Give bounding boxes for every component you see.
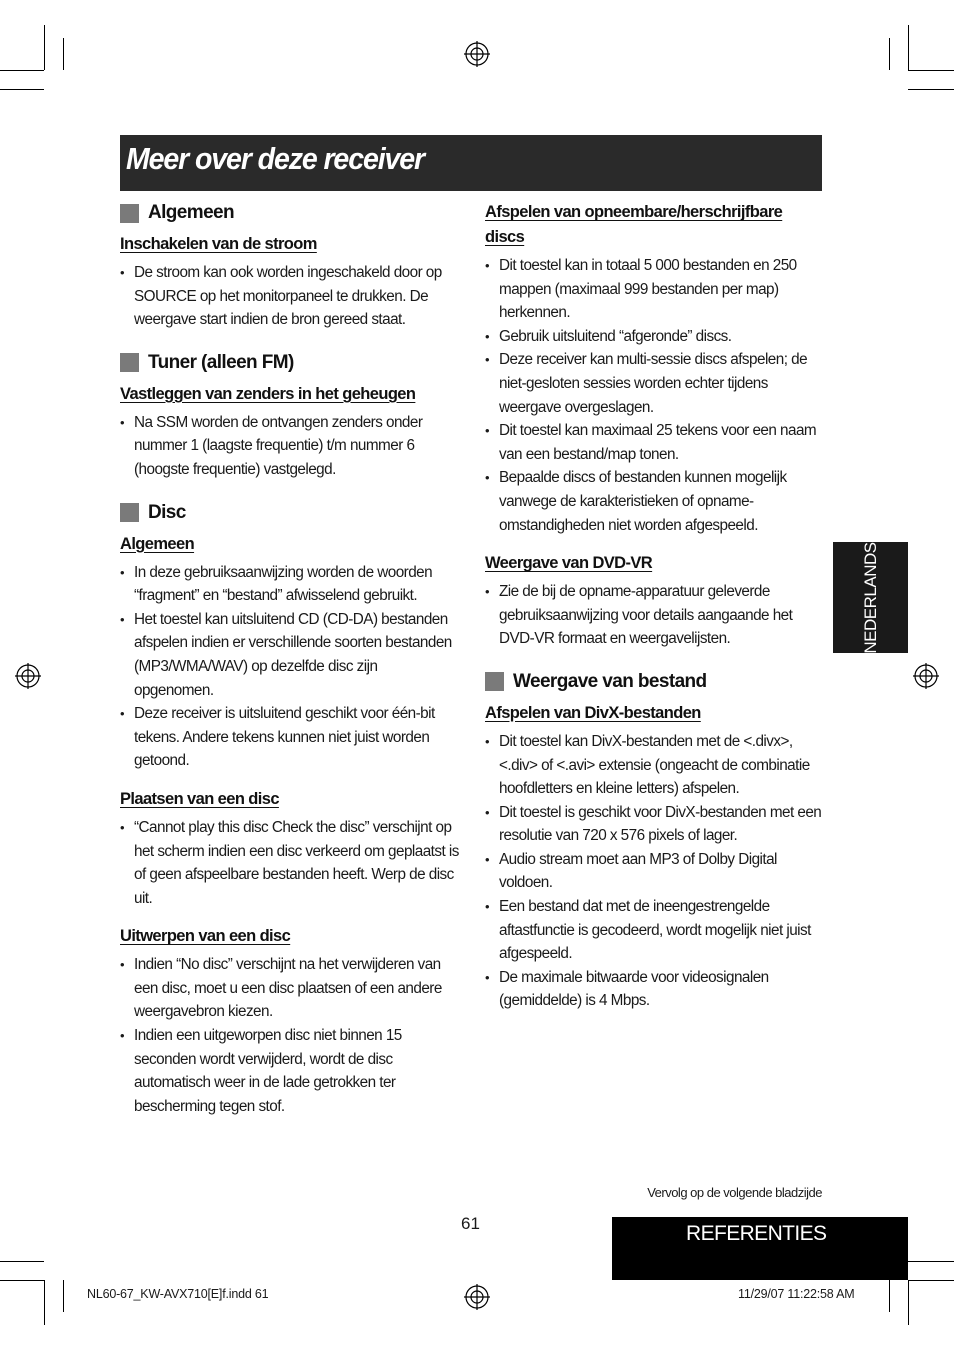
bullet-list <box>120 953 460 1118</box>
crop-mark <box>889 38 890 70</box>
section-square-icon <box>485 672 504 691</box>
bullet-list <box>120 411 460 482</box>
crop-mark <box>0 1280 44 1281</box>
right-column <box>485 200 825 1013</box>
bullet-list <box>485 254 825 537</box>
print-slug-date: 11/29/07 11:22:58 AM <box>738 1287 855 1301</box>
crop-mark <box>63 1280 64 1312</box>
list-item: • De maximale bitwaarde voor videosignalen (gemiddelde) is 4 Mbps. <box>485 966 825 1013</box>
subheading-plaatsen: Plaatsen van een disc <box>120 789 279 808</box>
crop-mark <box>0 1261 44 1262</box>
subheading-stroom: Inschakelen van de stroom <box>120 235 317 253</box>
section-heading-disc: Disc <box>120 500 460 526</box>
registration-mark-icon <box>464 41 490 67</box>
bullet-list <box>485 730 825 1013</box>
page-number: 61 <box>461 1214 480 1233</box>
list-item: • Indien “No disc” verschijnt na het verwijderen van een disc, moet u een disc plaatsen of een andere weergavebron kiezen. <box>120 953 460 1024</box>
list-item: • Het toestel kan uitsluitend CD (CD-DA) bestanden afspelen indien er verschillende soorten bestanden (MP3/WMA/WAV) op dezelfde disc zijn opgenomen. <box>120 608 460 702</box>
bullet-list <box>120 261 460 332</box>
crop-mark <box>44 25 45 70</box>
registration-mark-icon <box>913 663 939 689</box>
bullet-list <box>120 816 460 910</box>
subheading-opneembare: Afspelen van opneembare/herschrijfbare discs <box>485 203 783 246</box>
section-heading-algemeen: Algemeen <box>120 200 460 226</box>
subheading-dvd-vr: Weergave van DVD-VR <box>485 554 653 573</box>
crop-mark <box>908 89 954 90</box>
list-item: • Na SSM worden de ontvangen zenders onder nummer 1 (laagste frequentie) t/m nummer 6 (hoogste frequentie) vastgelegd. <box>120 411 460 482</box>
page-title: Meer over deze receiver <box>126 141 425 176</box>
registration-mark-icon <box>464 1284 490 1310</box>
list-item: • “Cannot play this disc Check the disc” verschijnt op het scherm indien een disc verkeerd om geplaatst is of geen afspeelbare bestanden heeft. Werp de disc uit. <box>120 816 460 910</box>
section-tab <box>612 1217 908 1280</box>
list-item: • Gebruik uitsluitend “afgeronde” discs. <box>485 325 825 349</box>
list-item: • In deze gebruiksaanwijzing worden de woorden “fragment” en “bestand” afwisselend gebruikt. <box>120 561 460 608</box>
section-square-icon <box>120 503 139 522</box>
crop-mark <box>0 89 44 90</box>
continue-note: Vervolg op de volgende bladzijde <box>647 1185 822 1200</box>
list-item: • Indien een uitgeworpen disc niet binnen 15 seconden wordt verwijderd, wordt de disc automatisch weer in de lade getrokken ter bescherming tegen stof. <box>120 1024 460 1118</box>
list-item: • Deze receiver is uitsluitend geschikt voor één-bit tekens. Andere tekens kunnen niet juist worden getoond. <box>120 702 460 773</box>
crop-mark <box>44 1280 45 1325</box>
bullet-list <box>120 561 460 773</box>
crop-mark <box>63 38 64 70</box>
section-tab-label: REFERENTIES <box>686 1222 827 1245</box>
section-square-icon <box>120 204 139 223</box>
section-heading-bestand: Weergave van bestand <box>485 669 825 695</box>
list-item: • Deze receiver kan multi-sessie discs afspelen; de niet-gesloten sessies worden echter tijdens weergave overgeslagen. <box>485 348 825 419</box>
crop-mark <box>908 25 909 70</box>
registration-mark-icon <box>15 663 41 689</box>
bullet-list <box>485 580 825 651</box>
list-item: • Een bestand dat met de ineengestrengelde aftastfunctie is gecodeerd, wordt mogelijk niet juist afgespeeld. <box>485 895 825 966</box>
list-item: • Dit toestel is geschikt voor DivX-bestanden met een resolutie van 720 x 576 pixels of lager. <box>485 801 825 848</box>
section-heading-tuner: Tuner (alleen FM) <box>120 350 460 376</box>
list-item: • Bepaalde discs of bestanden kunnen mogelijk vanwege de karakteristieken of opname-omstandigheden niet worden afgespeeld. <box>485 466 825 537</box>
crop-mark <box>908 1280 909 1325</box>
crop-mark <box>889 1280 890 1312</box>
list-item: • De stroom kan ook worden ingeschakeld door op SOURCE op het monitorpaneel te drukken. De weergave start indien de bron gereed staat. <box>120 261 460 332</box>
left-column <box>120 200 460 1118</box>
print-slug-file: NL60-67_KW-AVX710[E]f.indd 61 <box>87 1287 269 1301</box>
list-item: • Audio stream moet aan MP3 of Dolby Digital voldoen. <box>485 848 825 895</box>
language-tab-label: NEDERLANDS <box>860 541 880 654</box>
title-bar <box>120 135 822 191</box>
section-square-icon <box>120 353 139 372</box>
list-item: • Dit toestel kan in totaal 5 000 bestanden en 250 mappen (maximaal 999 bestanden per map) herkennen. <box>485 254 825 325</box>
subheading-divx: Afspelen van DivX-bestanden <box>485 703 701 722</box>
crop-mark <box>0 70 44 71</box>
crop-mark <box>908 70 954 71</box>
list-item: • Dit toestel kan DivX-bestanden met de <.divx>, <.div> of <.avi> extensie (ongeacht de combinatie hoofdletters en kleine letters) afspelen. <box>485 730 825 801</box>
subheading-disc-algemeen: Algemeen <box>120 534 195 553</box>
crop-mark <box>908 1280 954 1281</box>
crop-mark <box>908 1261 954 1262</box>
language-tab <box>833 542 908 653</box>
subheading-uitwerpen: Uitwerpen van een disc <box>120 927 291 946</box>
list-item: • Dit toestel kan maximaal 25 tekens voor een naam van een bestand/map tonen. <box>485 419 825 466</box>
subheading-zenders: Vastleggen van zenders in het geheugen <box>120 384 416 403</box>
list-item: • Zie de bij de opname-apparatuur geleverde gebruiksaanwijzing voor details aangaande het DVD-VR formaat en weergavelijsten. <box>485 580 825 651</box>
